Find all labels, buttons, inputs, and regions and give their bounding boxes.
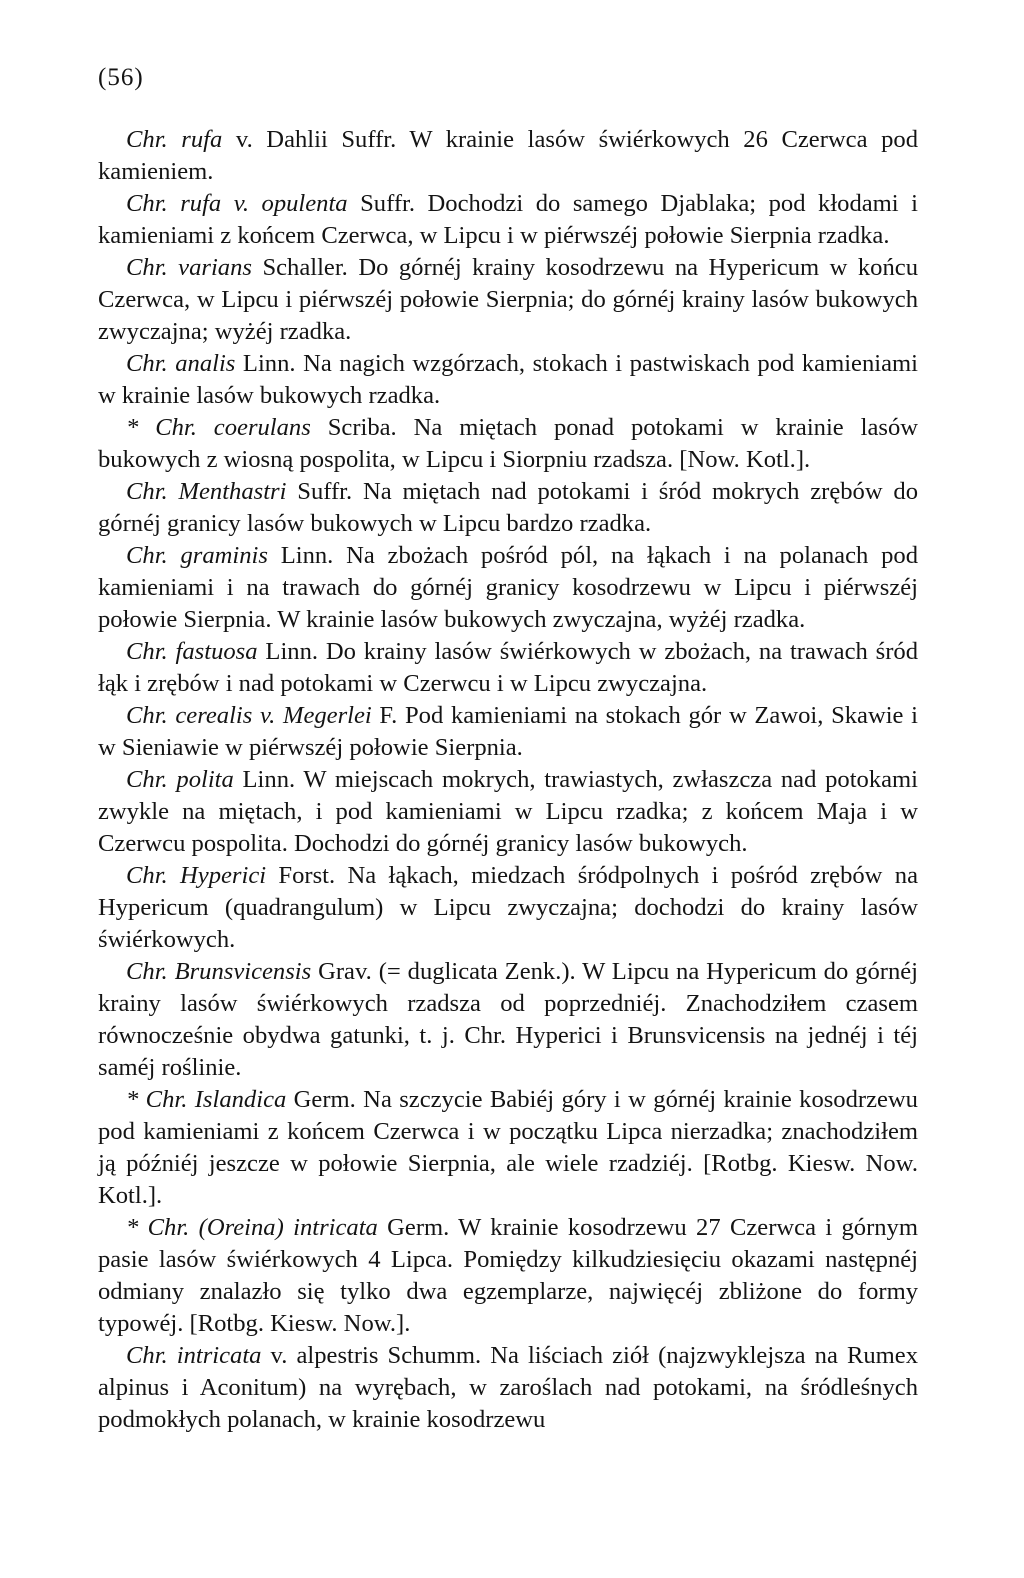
species-name: Chr. cerealis v. Megerlei — [126, 702, 372, 729]
entry-chr-hyperici — [98, 860, 918, 956]
entry-text: Linn. W miejscach mokrych, trawiastych, zwłaszcza nad potokami zwykle na miętach, i pod kamieniami w Lipcu rzadka; z końcem Maja i w Czerwcu pospolita. Dochodzi do górnéj granicy lasów bukowych. — [98, 766, 918, 857]
species-name: Chr. intricata — [126, 1342, 262, 1369]
entry-text: v. Dahlii Suffr. W krainie lasów świérkowych 26 Czerwca pod kamieniem. — [98, 126, 918, 185]
entry-text: Suffr. Na miętach nad potokami i śród mokrych zrębów do górnéj granicy lasów bukowych w Lipcu bardzo rzadka. — [98, 478, 918, 537]
entry-chr-analis — [98, 348, 918, 412]
species-name: * Chr. coerulans — [126, 414, 311, 441]
entry-text: Germ. W krainie kosodrzewu 27 Czerwca i górnym pasie lasów świérkowych 4 Lipca. Pomiędzy kilkudziesięciu okazami następnéj odmiany znalazło się tylko dwa egzemplarze, najwięcéj zbliżone do formy typowéj. [Rotbg. Kiesw. Now.]. — [98, 1214, 918, 1337]
entry-text: Forst. Na łąkach, miedzach śródpolnych i pośród zrębów na Hypericum (quadrangulum) w Lipcu zwyczajna; dochodzi do krainy lasów świérkowych. — [98, 862, 918, 953]
species-name: Chr. varians — [126, 254, 252, 281]
text-body — [98, 124, 918, 1436]
species-name: Chr. Hyperici — [126, 862, 267, 889]
entry-chr-islandica — [98, 1084, 918, 1212]
entry-chr-polita — [98, 764, 918, 860]
entry-chr-oreina-intricata — [98, 1212, 918, 1340]
species-name: Chr. rufa v. opulenta — [126, 190, 348, 217]
entry-text: Linn. Na zbożach pośród pól, na łąkach i na polanach pod kamieniami i na trawach do górnéj granicy kosodrzewu w Lipcu i piérwszéj połowie Sierpnia. W krainie lasów bukowych zwyczajna, wyżéj rzadka. — [98, 542, 918, 633]
entry-chr-varians — [98, 252, 918, 348]
entry-chr-rufa-dahlii — [98, 124, 918, 188]
entry-text: Germ. Na szczycie Babiéj góry i w górnéj krainie kosodrzewu pod kamieniami z końcem Czerwca i w początku Lipca nierzadka; znachodziłem ją późniéj jeszcze w połowie Sierpnia, ale wiele rzadziéj. [Rotbg. Kiesw. Now. Kotl.]. — [98, 1086, 918, 1209]
entry-chr-menthastri — [98, 476, 918, 540]
species-name: Chr. analis — [126, 350, 236, 377]
entry-chr-rufa-opulenta — [98, 188, 918, 252]
entry-chr-graminis — [98, 540, 918, 636]
species-name: Chr. Menthastri — [126, 478, 287, 505]
entry-text: Linn. Na nagich wzgórzach, stokach i pastwiskach pod kamieniami w krainie lasów bukowych rzadka. — [98, 350, 918, 409]
species-name: Chr. fastuosa — [126, 638, 258, 665]
page-number: (56) — [98, 64, 144, 91]
entry-text: Grav. (= duglicata Zenk.). W Lipcu na Hypericum do górnéj krainy lasów świérkowych rzadsza od poprzedniéj. Znachodziłem czasem równocześnie obydwa gatunki, t. j. Chr. Hyperici i Brunsvicensis na jednéj i téj saméj roślinie. — [98, 958, 918, 1081]
entry-text: F. Pod kamieniami na stokach gór w Zawoi, Skawie i w Sieniawie w piérwszéj połowie Sierpnia. — [98, 702, 918, 761]
entry-text: Suffr. Dochodzi do samego Djablaka; pod kłodami i kamieniami z końcem Czerwca, w Lipcu i w piérwszéj połowie Sierpnia rzadka. — [98, 190, 918, 249]
species-name: Chr. Brunsvicensis — [126, 958, 312, 985]
entry-text: Linn. Do krainy lasów świérkowych w zbożach, na trawach śród łąk i zrębów i nad potokami w Czerwcu i w Lipcu zwyczajna. — [98, 638, 919, 697]
entry-text: Scriba. Na miętach ponad potokami w krainie lasów bukowych z wiosną pospolita, w Lipcu i Siorpniu rzadsza. [Now. Kotl.]. — [98, 414, 919, 473]
species-name: Chr. polita — [126, 766, 234, 793]
species-name: * Chr. (Oreina) intricata — [126, 1214, 378, 1241]
entry-chr-coerulans — [98, 412, 918, 476]
entry-chr-cerealis-megerlei — [98, 700, 918, 764]
entry-chr-fastuosa — [98, 636, 918, 700]
entry-chr-brunsvicensis — [98, 956, 918, 1084]
entry-text: v. alpestris Schumm. Na liściach ziół (najzwyklejsza na Rumex alpinus i Aconitum) na wyrębach, w zaroślach nad potokami, na śródleśnych podmokłych polanach, w krainie kosodrzewu — [98, 1342, 918, 1433]
species-name: Chr. graminis — [126, 542, 268, 569]
species-name: Chr. rufa — [126, 126, 223, 153]
species-name: * Chr. Islandica — [126, 1086, 287, 1113]
entry-chr-intricata-alpestris — [98, 1340, 918, 1436]
entry-text: Schaller. Do górnéj krainy kosodrzewu na Hypericum w końcu Czerwca, w Lipcu i piérwszéj połowie Sierpnia; do górnéj krainy lasów bukowych zwyczajna; wyżéj rzadka. — [98, 254, 918, 345]
